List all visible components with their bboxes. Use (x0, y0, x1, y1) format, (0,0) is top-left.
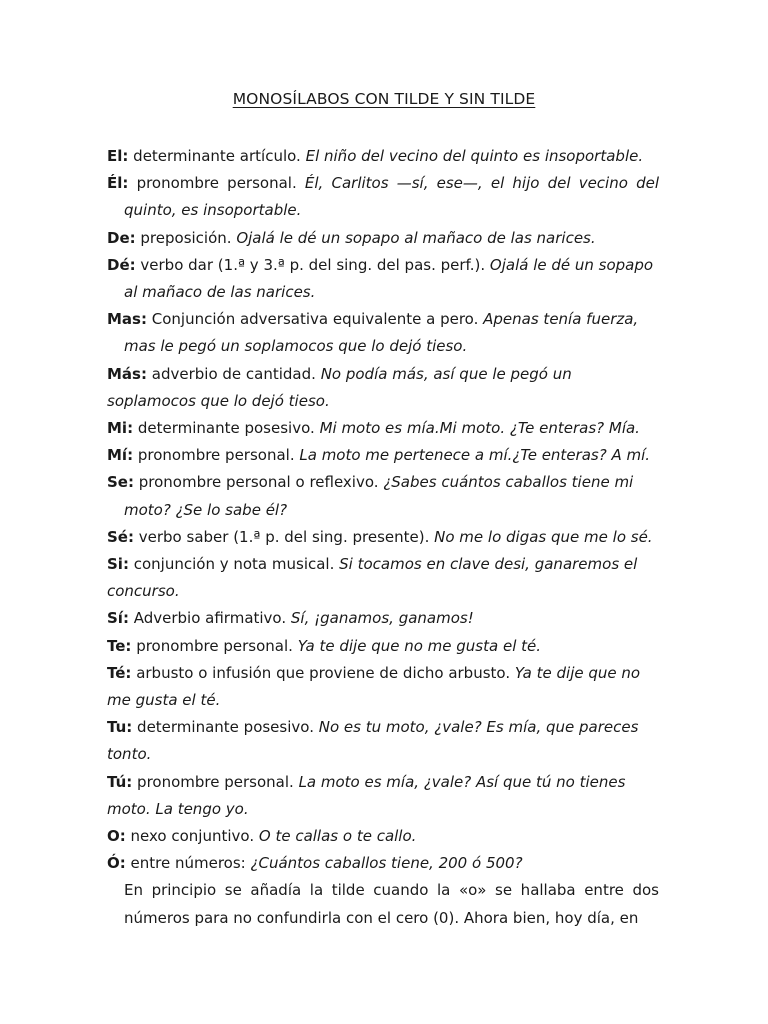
entry-example: Ya te dije que no me gusta el té. (107, 663, 641, 710)
entry-term: Más: (107, 364, 147, 383)
entry-se (107, 469, 659, 523)
entry-definition: pronombre personal. (136, 636, 293, 655)
entry-definition: verbo saber (1.ª p. del sing. presente). (138, 527, 430, 546)
entry-o (107, 823, 659, 850)
entry-definition: conjunción y nota musical. (133, 555, 335, 574)
entry-definition: entre números: (130, 854, 246, 873)
entry-example: O te callas o te callo. (258, 827, 417, 846)
entry-list (107, 143, 659, 932)
entry-mi-tilde (107, 442, 659, 469)
entry-definition: pronombre personal o reflexivo. (138, 473, 379, 492)
entry-term: Si: (107, 555, 129, 574)
entry-tu-tilde (107, 769, 659, 823)
entry-definition: pronombre personal. (137, 772, 294, 791)
page-title: MONOSÍLABOS CON TILDE Y SIN TILDE (232, 90, 536, 108)
entry-example: No me lo digas que me lo sé. (434, 527, 653, 546)
entry-example: ¿Cuántos caballos tiene, 200 ó 500? (250, 854, 523, 873)
entry-definition: arbusto o infusión que proviene de dicho arbusto. (136, 663, 511, 682)
entry-si-tilde (107, 605, 659, 632)
entry-term: Mi: (107, 419, 134, 438)
entry-example: Apenas tenía fuerza, mas le pegó un soplamocos que lo dejó tieso. (124, 310, 639, 356)
entry-term: Ó: (107, 854, 126, 873)
entry-term: De: (107, 228, 136, 247)
entry-term: Mí: (107, 446, 134, 465)
entry-example: El niño del vecino del quinto es insoportable. (305, 147, 644, 165)
entry-definition: pronombre personal. (136, 174, 297, 193)
entry-el (107, 143, 659, 170)
entry-term: O: (107, 827, 126, 846)
entry-mas-tilde (107, 361, 659, 415)
entry-definition: determinante artículo. (133, 147, 301, 165)
entry-term: Mas: (107, 310, 147, 329)
entry-de-tilde (107, 252, 659, 306)
entry-te (107, 633, 659, 660)
entry-mi (107, 415, 659, 442)
entry-example: Ya te dije que no me gusta el té. (297, 636, 542, 655)
entry-example: La moto me pertenece a mí.¿Te enteras? A mí. (299, 446, 651, 465)
entry-example: Mi moto es mía.Mi moto. ¿Te enteras? Mía. (319, 419, 640, 438)
entry-term: Dé: (107, 255, 136, 274)
entry-example: No es tu moto, ¿vale? Es mía, que pareces tonto. (107, 718, 639, 764)
entry-term: El: (107, 147, 129, 165)
entry-de (107, 225, 659, 252)
entry-term: Sé: (107, 527, 134, 546)
entry-te-tilde (107, 660, 659, 714)
entry-example: Él, Carlitos —sí, ese—, el hijo del vecino del quinto, es insoportable. (124, 174, 659, 220)
explanatory-note: En principio se añadía la tilde cuando la «o» se hallaba entre dos números para no confundirla con el cero (0). Ahora bien, hoy día, en (124, 881, 659, 927)
entry-example: La moto es mía, ¿vale? Así que tú no tienes moto. La tengo yo. (107, 772, 626, 818)
entry-o-tilde (107, 850, 659, 877)
entry-example: Ojalá le dé un sopapo al mañaco de las narices. (236, 228, 596, 247)
entry-definition: determinante posesivo. (137, 718, 314, 737)
entry-example: ¿Sabes cuántos caballos tiene mi moto? ¿Se lo sabe él? (124, 473, 634, 519)
entry-definition: determinante posesivo. (137, 419, 315, 438)
entry-definition: nexo conjuntivo. (130, 827, 255, 846)
entry-tu (107, 714, 659, 768)
entry-mas (107, 306, 659, 360)
entry-se-tilde (107, 524, 659, 551)
entry-si (107, 551, 659, 605)
entry-term: Té: (107, 663, 132, 682)
entry-term: Se: (107, 473, 134, 492)
entry-example: Si tocamos en clave desi, ganaremos el concurso. (107, 555, 638, 601)
entry-term: Te: (107, 636, 132, 655)
entry-definition: Adverbio afirmativo. (133, 609, 287, 628)
entry-el-tilde (107, 170, 659, 224)
entry-definition: pronombre personal. (137, 446, 295, 465)
entry-term: Sí: (107, 609, 129, 628)
entry-term: Tú: (107, 772, 133, 791)
entry-definition: adverbio de cantidad. (151, 364, 316, 383)
entry-term: Tu: (107, 718, 133, 737)
entry-example: Ojalá le dé un sopapo al mañaco de las narices. (124, 255, 654, 302)
entry-definition: Conjunción adversativa equivalente a pero. (151, 310, 479, 329)
entry-definition: verbo dar (1.ª y 3.ª p. del sing. del pas. perf.). (140, 255, 486, 274)
entry-term: Él: (107, 174, 129, 193)
entry-example: No podía más, así que le pegó un soplamocos que lo dejó tieso. (107, 364, 572, 410)
entry-definition: preposición. (140, 228, 232, 247)
entry-example: Sí, ¡ganamos, ganamos! (290, 609, 474, 628)
